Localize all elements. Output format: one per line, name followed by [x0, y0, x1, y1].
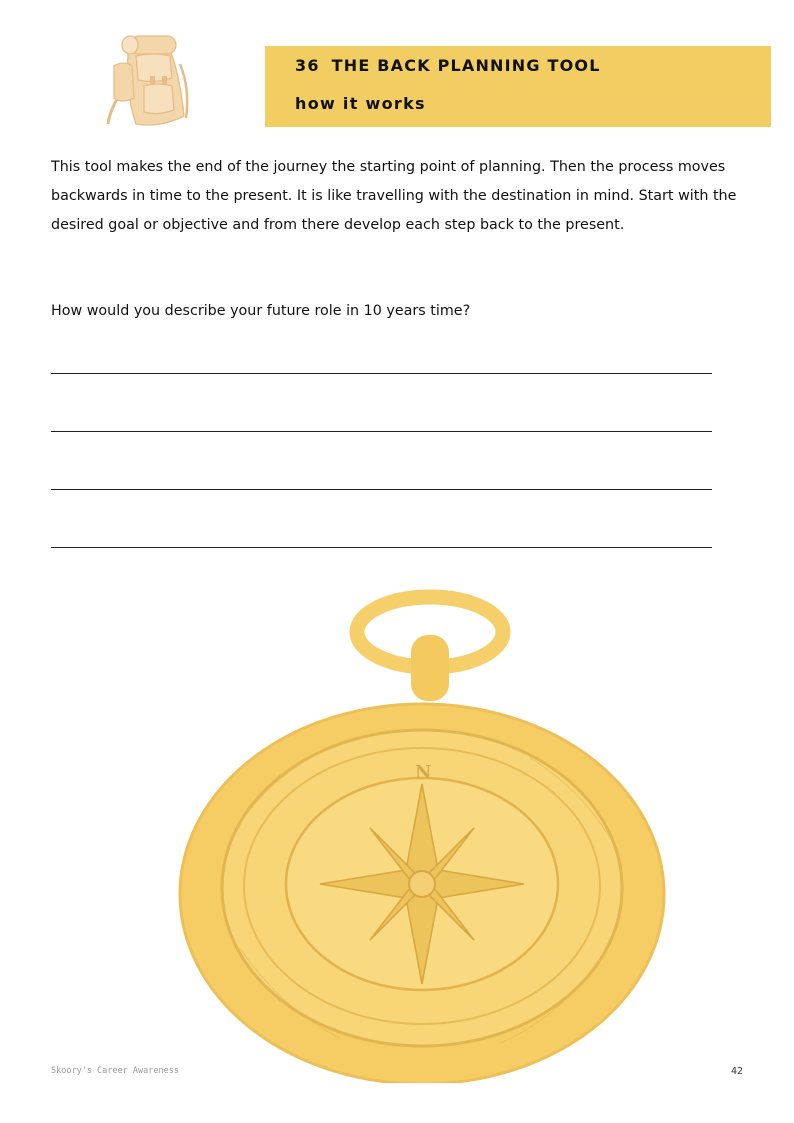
answer-line[interactable] [51, 547, 712, 548]
page-title [295, 56, 601, 75]
answer-line[interactable] [51, 489, 712, 490]
question-text: How would you describe your future role in 10 years time? [51, 303, 471, 319]
page-number: 42 [731, 1066, 744, 1077]
compass-illustration [170, 588, 670, 1083]
backpack-icon [100, 26, 196, 130]
page-subtitle: how it works [295, 94, 426, 113]
footer-source: Skoory's Career Awareness [51, 1066, 179, 1076]
compass-north-label: N [415, 762, 432, 783]
section-number: 36 [295, 56, 320, 75]
header-band [265, 46, 771, 127]
intro-paragraph: This tool makes the end of the journey the starting point of planning. Then the process moves backwards in time to the present. It is like travelling with the destination in mind. Start with the desired goal or objective and from there develop each step back to the present. [51, 159, 737, 233]
answer-line[interactable] [51, 373, 712, 374]
answer-line[interactable] [51, 431, 712, 432]
section-title: THE BACK PLANNING TOOL [331, 56, 601, 75]
compass-stem [411, 635, 449, 701]
